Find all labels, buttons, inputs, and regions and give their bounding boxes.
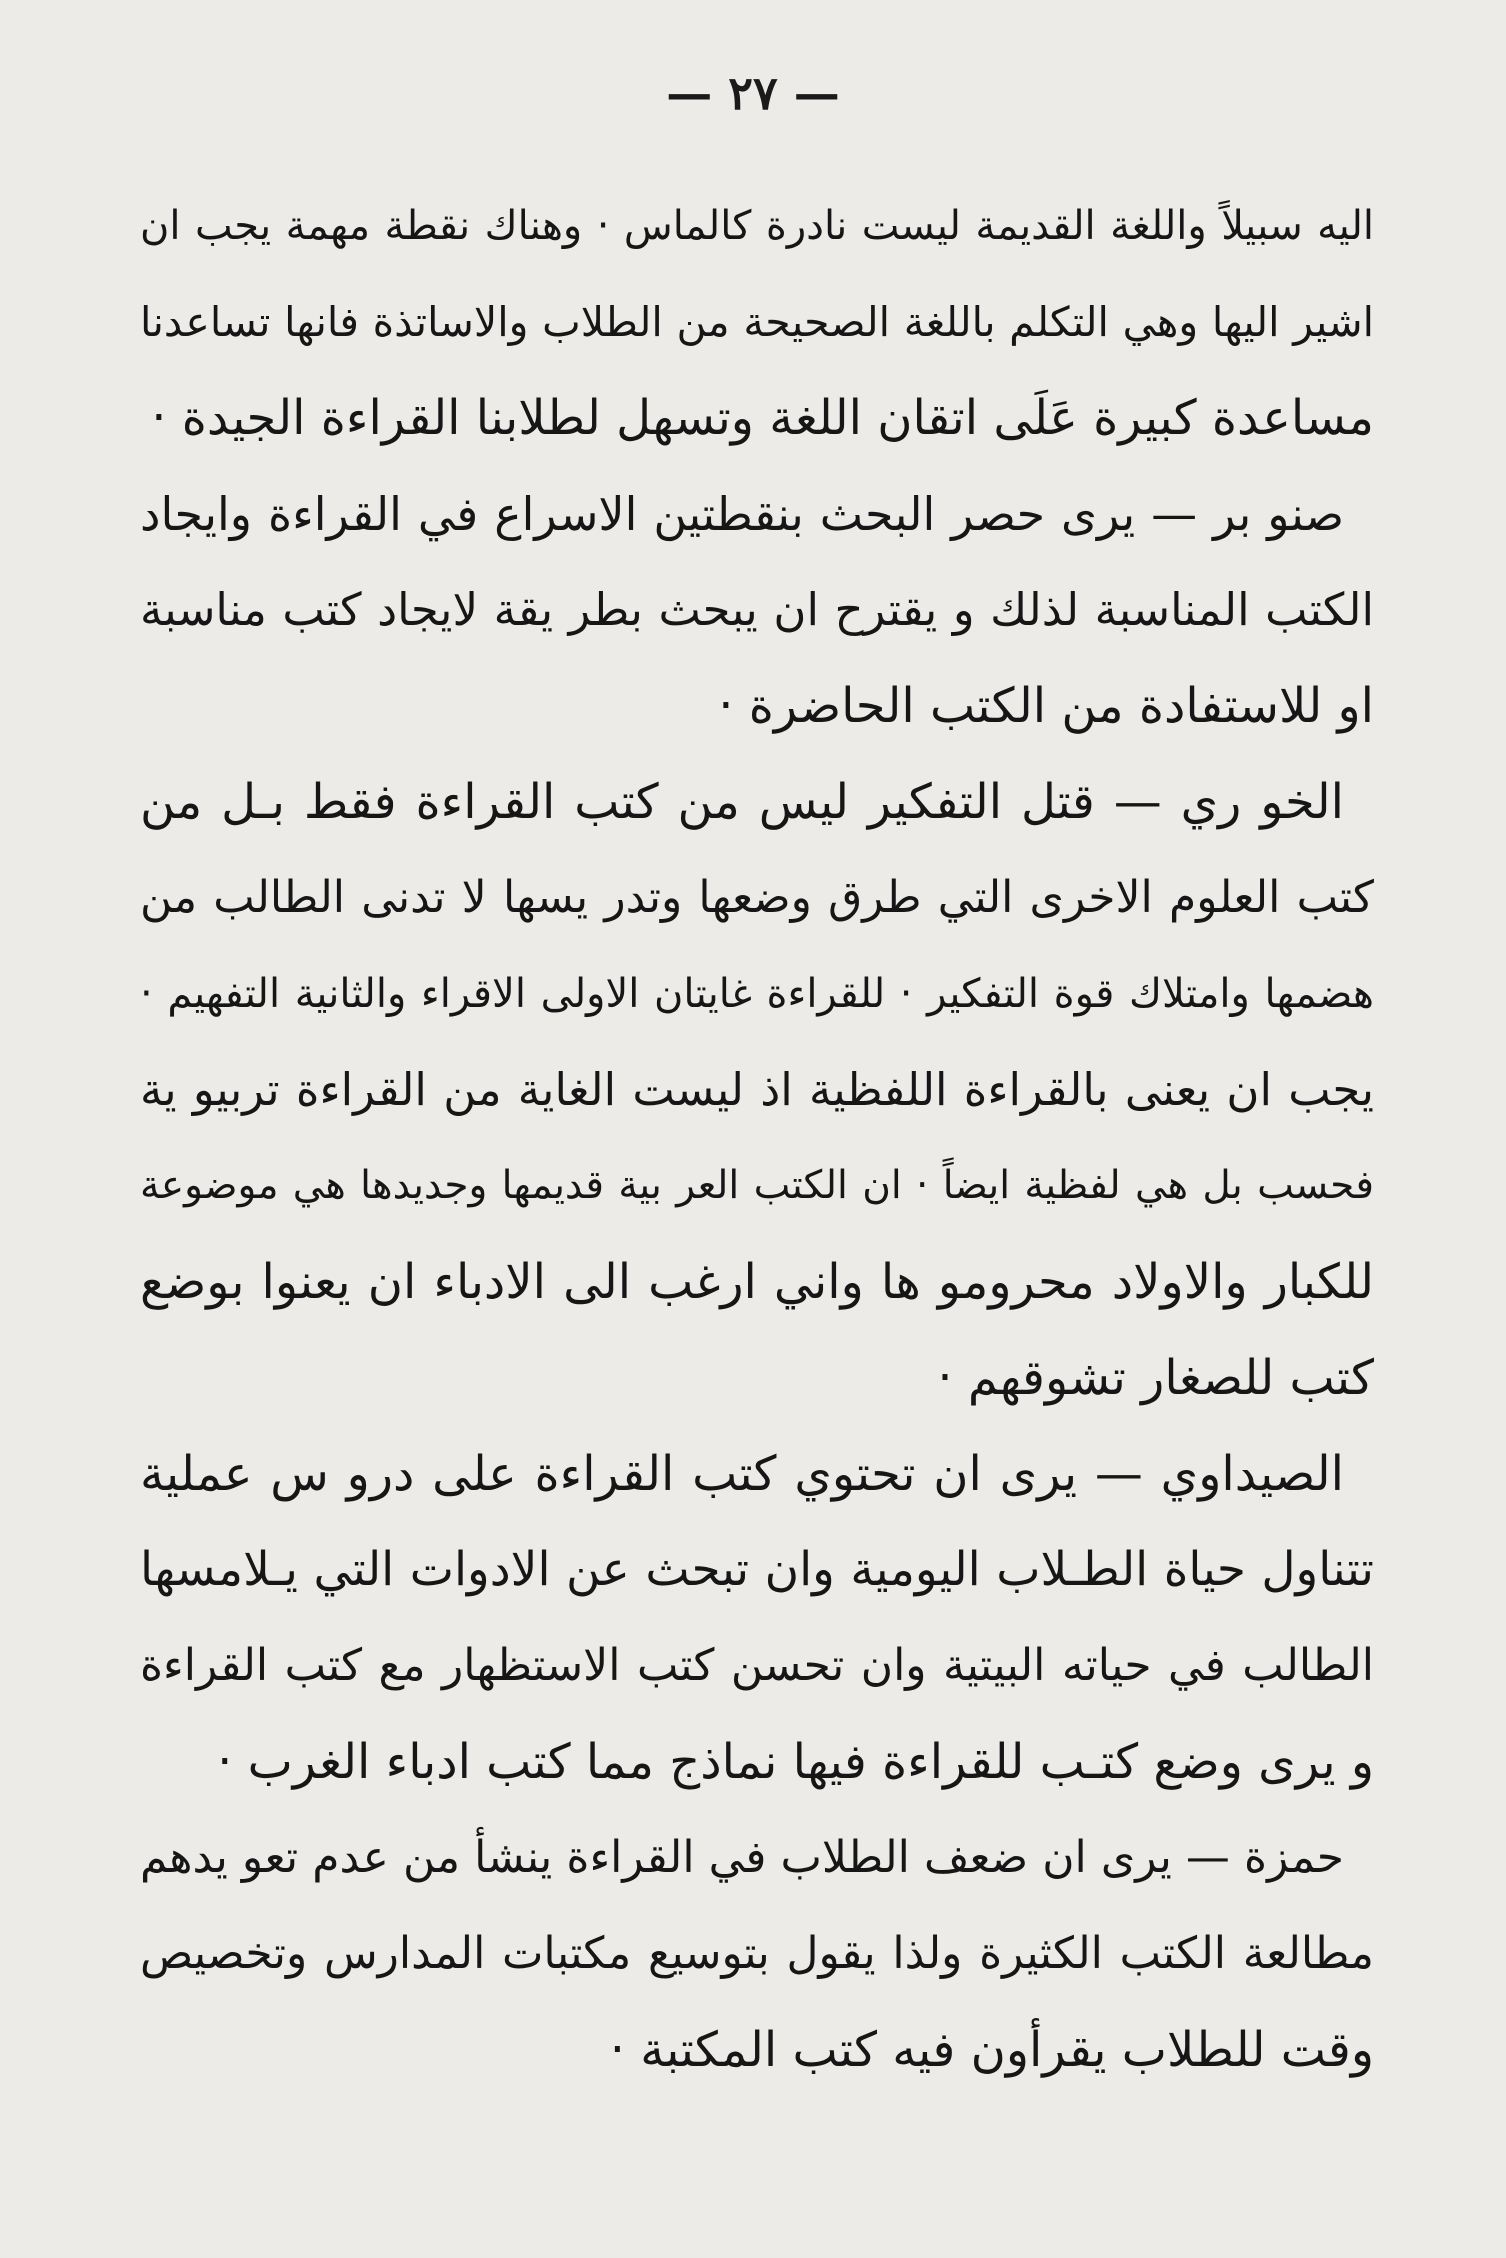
text-line: مساعدة كبيرة عَلَى اتقان اللغة وتسهل لطلابنا القراءة الجيدة · [151,390,1374,446]
text-line: فحسب بل هي لفظية ايضاً · ان الكتب العر بية قديمها وجديدها هي موضوعة [140,1163,1374,1208]
paragraph-start-line: الخو ري — قتل التفكير ليس من كتب القراءة فقط بـل من [140,774,1344,830]
text-line: اشير اليها وهي التكلم باللغة الصحيحة من الطلاب والاساتذة فانها تساعدنا [140,298,1374,346]
text-line: الطالب في حياته البيتية وان تحسن كتب الاستظهار مع كتب القراءة [140,1640,1374,1691]
paragraph-start-line: حمزة — يرى ان ضعف الطلاب في القراءة ينشأ من عدم تعو يدهم [140,1832,1344,1883]
text-line: اليه سبيلاً واللغة القديمة ليست نادرة كالماس · وهناك نقطة مهمة يجب ان [140,203,1374,249]
text-line: مطالعة الكتب الكثيرة ولذا يقول بتوسيع مكتبات المدارس وتخصيص [140,1928,1374,1979]
text-line: يجب ان يعنى بالقراءة اللفظية اذ ليست الغاية من القراءة تربيو ية [140,1063,1374,1116]
text-line: كتب العلوم الاخرى التي طرق وضعها وتدر يسها لا تدنى الطالب من [140,872,1374,923]
text-line: للكبار والاولاد محرومو ها واني ارغب الى الادباء ان يعنوا بوضع [140,1254,1374,1310]
text-line: كتب للصغار تشوقهم · [937,1350,1374,1406]
paragraph-start-line: الصيداوي — يرى ان تحتوي كتب القراءة على درو س عملية [140,1446,1344,1502]
text-line: الكتب المناسبة لذلك و يقترح ان يبحث بطر يقة لايجاد كتب مناسبة [140,583,1374,636]
text-line: و يرى وضع كتـب للقراءة فيها نماذج مما كتب ادباء الغرب · [217,1734,1374,1790]
text-line: تتناول حياة الطـلاب اليومية وان تبحث عن الادوات التي يـلامسها [140,1542,1374,1597]
page-number: — ٢٧ — [666,66,840,120]
paragraph-start-line: صنو بر — يرى حصر البحث بنقطتين الاسراع في القراءة وايجاد [140,487,1344,541]
body-text [140,178,1374,2098]
text-line: هضمها وامتلاك قوة التفكير · للقراءة غايتان الاولى الاقراء والثانية التفهيم · [140,971,1374,1017]
text-line: او للاستفادة من الكتب الحاضرة · [718,678,1374,734]
text-line: وقت للطلاب يقرأون فيه كتب المكتبة · [609,2022,1374,2078]
